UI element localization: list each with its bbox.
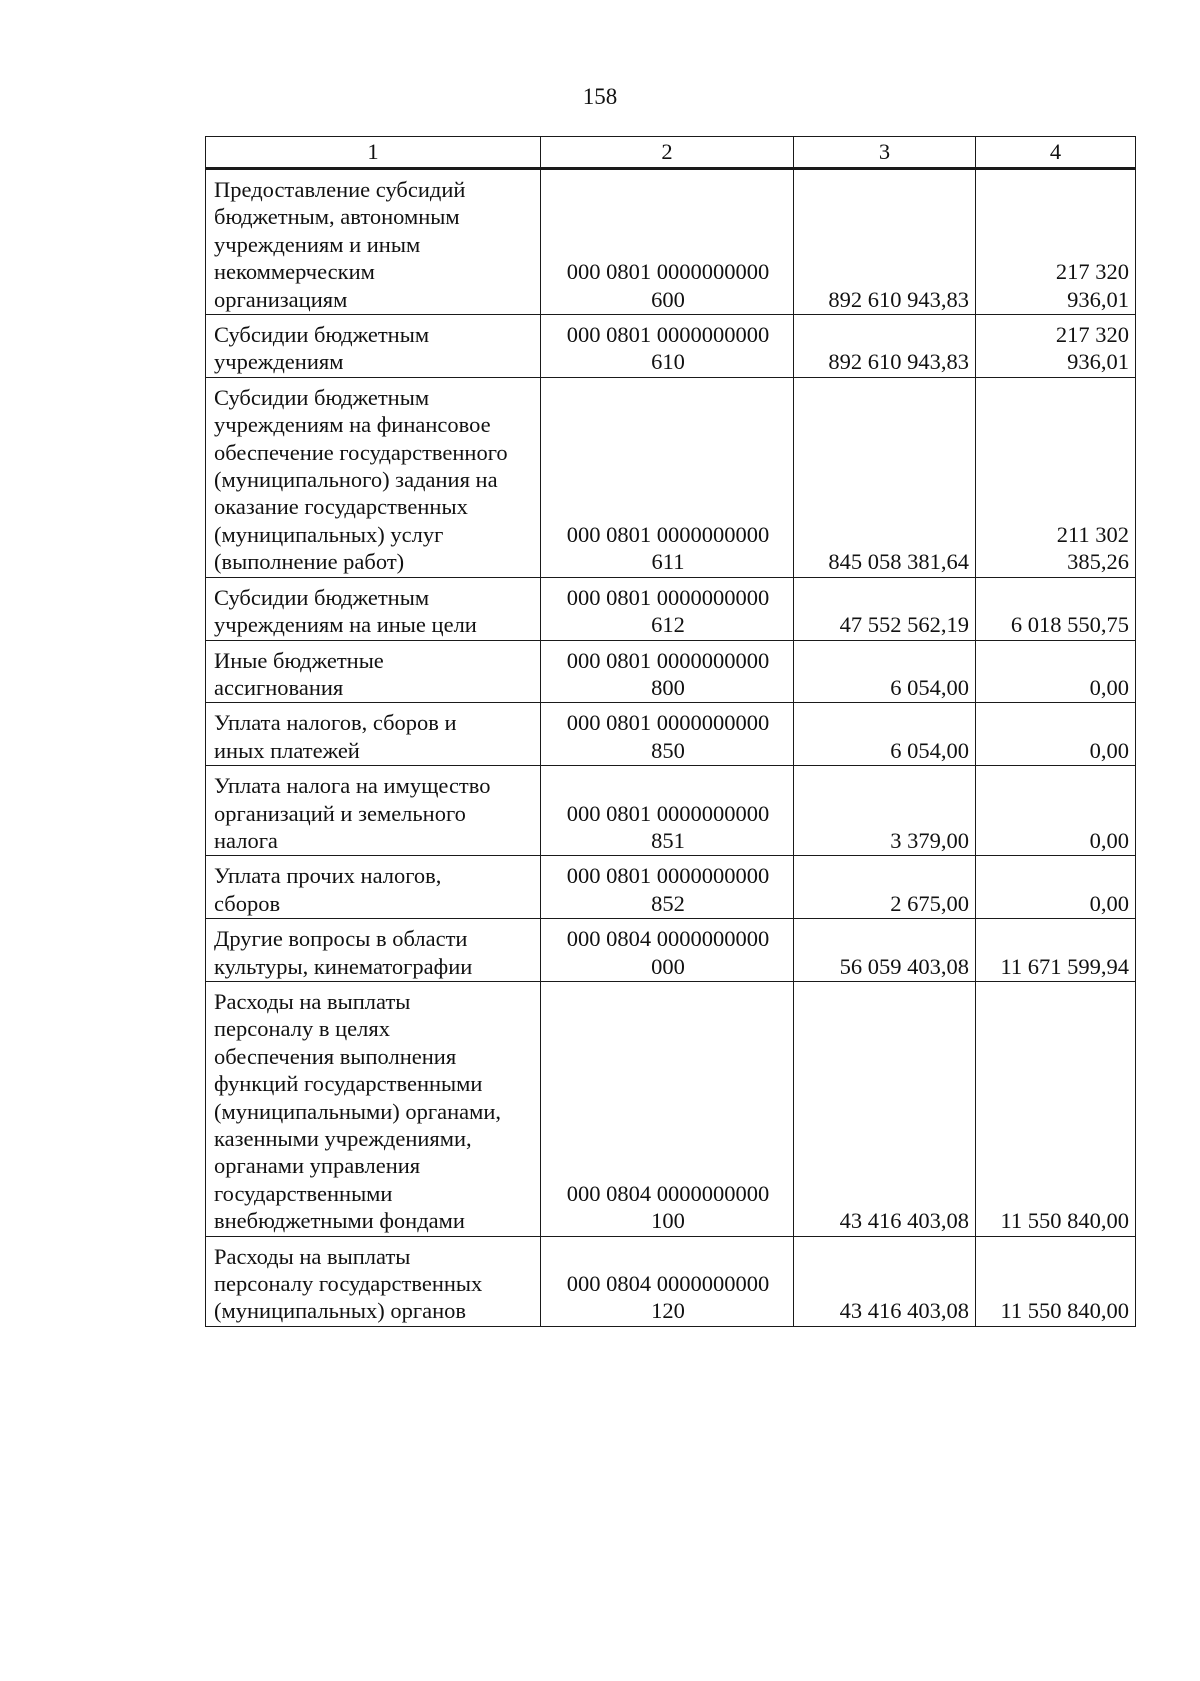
row-code: 000 0801 0000000000 612 bbox=[566, 584, 770, 638]
row-code: 000 0801 0000000000 852 bbox=[566, 863, 770, 916]
row-col3-cell bbox=[794, 856, 976, 919]
table-row bbox=[206, 377, 1136, 577]
row-name: Предоставление субсидий бюджетным, автономным учреждениям и иным некоммерческим организациям bbox=[214, 177, 466, 312]
row-col3-value: 43 416 403,08 bbox=[839, 1298, 969, 1324]
table-row bbox=[206, 577, 1136, 640]
row-col3-cell bbox=[794, 1236, 976, 1326]
row-code-cell bbox=[541, 577, 794, 640]
row-code: 000 0804 0000000000 120 bbox=[566, 1271, 770, 1324]
budget-table bbox=[205, 136, 1136, 1327]
row-col4-value: 217 320 936,01 bbox=[1055, 259, 1129, 312]
row-col4-value: 217 320 936,01 bbox=[1055, 322, 1129, 375]
row-code-cell bbox=[541, 640, 794, 703]
row-col4-value: 0,00 bbox=[1089, 827, 1129, 853]
table-body bbox=[206, 169, 1136, 1327]
row-name-cell bbox=[206, 981, 541, 1236]
row-col4-cell bbox=[976, 640, 1136, 703]
row-name-cell bbox=[206, 169, 541, 315]
row-name: Иные бюджетные ассигнования bbox=[214, 647, 384, 700]
row-col4-cell bbox=[976, 577, 1136, 640]
table-row bbox=[206, 1236, 1136, 1326]
row-col3-value: 56 059 403,08 bbox=[839, 953, 969, 979]
row-col4-value: 0,00 bbox=[1089, 737, 1129, 763]
row-name-cell bbox=[206, 919, 541, 982]
table-row bbox=[206, 640, 1136, 703]
row-name: Расходы на выплаты персоналу в целях обеспечения выполнения функций государственными (муниципальными) органами, казенными учреждениями, органами управления государственными внебюджетными фондами bbox=[214, 988, 502, 1234]
row-col4-value: 11 671 599,94 bbox=[1000, 953, 1129, 979]
row-code-cell bbox=[541, 766, 794, 856]
row-code: 000 0801 0000000000 600 bbox=[566, 259, 770, 312]
row-col3-cell bbox=[794, 377, 976, 577]
row-col4-value: 0,00 bbox=[1089, 890, 1129, 916]
column-header-2: 2 bbox=[541, 137, 794, 169]
row-name: Другие вопросы в области культуры, кинематографии bbox=[214, 926, 473, 979]
row-col3-value: 892 610 943,83 bbox=[828, 286, 969, 312]
row-code-cell bbox=[541, 377, 794, 577]
row-name: Субсидии бюджетным учреждениям на финансовое обеспечение государственного (муниципального) задания на оказание государственных (муниципальных) услуг (выполнение работ) bbox=[214, 384, 508, 575]
row-code-cell bbox=[541, 919, 794, 982]
row-col3-cell bbox=[794, 919, 976, 982]
table-row bbox=[206, 766, 1136, 856]
column-header-1: 1 bbox=[206, 137, 541, 169]
column-header-3: 3 bbox=[794, 137, 976, 169]
row-col3-value: 47 552 562,19 bbox=[839, 612, 969, 638]
row-col3-cell bbox=[794, 640, 976, 703]
row-name-cell bbox=[206, 640, 541, 703]
row-code: 000 0804 0000000000 100 bbox=[566, 1180, 770, 1234]
row-col4-value: 211 302 385,26 bbox=[1056, 521, 1129, 575]
table-row bbox=[206, 169, 1136, 315]
table-row bbox=[206, 703, 1136, 766]
row-col3-value: 43 416 403,08 bbox=[839, 1208, 969, 1234]
row-code: 000 0801 0000000000 850 bbox=[566, 710, 770, 763]
column-header-4: 4 bbox=[976, 137, 1136, 169]
table-row bbox=[206, 919, 1136, 982]
row-name: Расходы на выплаты персоналу государственных (муниципальных) органов bbox=[214, 1243, 483, 1324]
row-col4-cell bbox=[976, 981, 1136, 1236]
row-name-cell bbox=[206, 377, 541, 577]
row-col4-value: 6 018 550,75 bbox=[1010, 612, 1129, 638]
row-name: Уплата прочих налогов, сборов bbox=[214, 863, 442, 916]
row-col3-value: 3 379,00 bbox=[890, 827, 969, 853]
row-name-cell bbox=[206, 577, 541, 640]
row-col4-cell bbox=[976, 766, 1136, 856]
row-name-cell bbox=[206, 315, 541, 378]
row-col3-value: 892 610 943,83 bbox=[828, 349, 969, 375]
row-code: 000 0801 0000000000 851 bbox=[566, 800, 770, 853]
row-col4-cell bbox=[976, 703, 1136, 766]
row-col4-cell bbox=[976, 919, 1136, 982]
row-col3-value: 6 054,00 bbox=[890, 674, 969, 700]
row-col3-cell bbox=[794, 169, 976, 315]
row-col4-cell bbox=[976, 169, 1136, 315]
row-col3-value: 2 675,00 bbox=[890, 890, 969, 916]
table-row bbox=[206, 856, 1136, 919]
row-code-cell bbox=[541, 856, 794, 919]
row-name: Уплата налога на имущество организаций и земельного налога bbox=[214, 773, 491, 853]
row-col3-cell bbox=[794, 703, 976, 766]
row-name: Уплата налогов, сборов и иных платежей bbox=[214, 710, 457, 763]
row-col4-value: 0,00 bbox=[1089, 674, 1129, 700]
row-name: Субсидии бюджетным учреждениям на иные цели bbox=[214, 584, 477, 638]
row-col3-cell bbox=[794, 766, 976, 856]
page-number: 158 bbox=[582, 84, 618, 109]
row-col3-value: 6 054,00 bbox=[890, 737, 969, 763]
row-code-cell bbox=[541, 703, 794, 766]
table-row bbox=[206, 315, 1136, 378]
row-code-cell bbox=[541, 169, 794, 315]
table-header bbox=[206, 137, 1136, 169]
row-col3-cell bbox=[794, 981, 976, 1236]
row-code-cell bbox=[541, 1236, 794, 1326]
row-name-cell bbox=[206, 1236, 541, 1326]
row-col3-value: 845 058 381,64 bbox=[828, 549, 969, 575]
row-name-cell bbox=[206, 766, 541, 856]
row-col4-cell bbox=[976, 856, 1136, 919]
row-name: Субсидии бюджетным учреждениям bbox=[214, 322, 430, 375]
row-name-cell bbox=[206, 703, 541, 766]
row-col4-value: 11 550 840,00 bbox=[1000, 1208, 1129, 1234]
row-col4-cell bbox=[976, 315, 1136, 378]
row-code-cell bbox=[541, 315, 794, 378]
row-name-cell bbox=[206, 856, 541, 919]
row-col3-cell bbox=[794, 315, 976, 378]
row-code: 000 0804 0000000000 000 bbox=[566, 926, 770, 979]
header-row bbox=[206, 137, 1136, 169]
row-col4-cell bbox=[976, 377, 1136, 577]
row-col4-cell bbox=[976, 1236, 1136, 1326]
row-code: 000 0801 0000000000 800 bbox=[566, 647, 770, 700]
table-row bbox=[206, 981, 1136, 1236]
row-col3-cell bbox=[794, 577, 976, 640]
row-col4-value: 11 550 840,00 bbox=[1000, 1298, 1129, 1324]
row-code: 000 0801 0000000000 611 bbox=[566, 521, 770, 575]
row-code-cell bbox=[541, 981, 794, 1236]
row-code: 000 0801 0000000000 610 bbox=[566, 322, 770, 375]
